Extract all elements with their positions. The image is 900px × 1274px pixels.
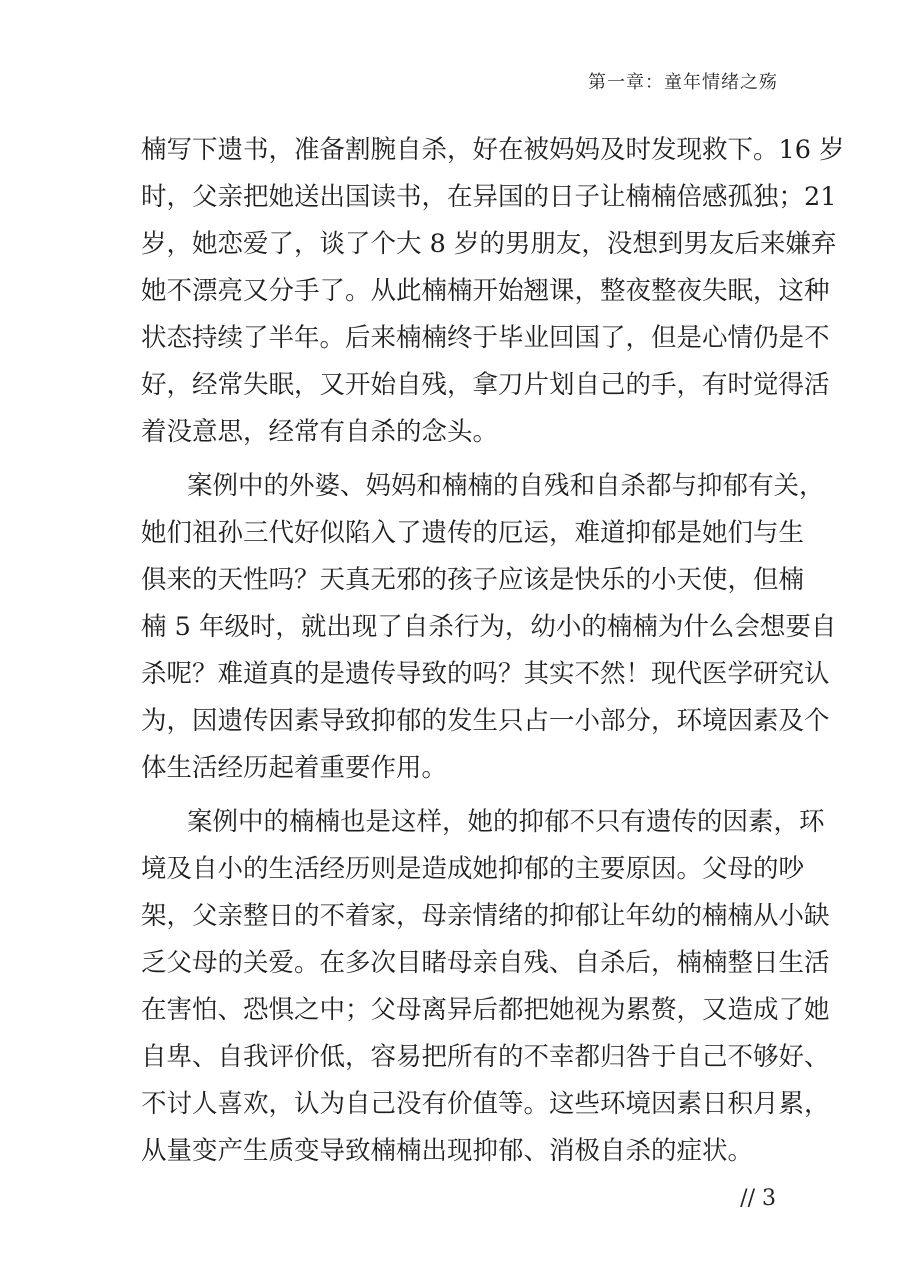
- text-line: 着没意思，经常有自杀的念头。: [141, 417, 499, 447]
- text-line: 楠写下遗书，准备割腕自杀，好在被妈妈及时发现救下。16 岁: [141, 135, 845, 165]
- text-line: 她不漂亮又分手了。从此楠楠开始翘课，整夜整夜失眠，这种: [141, 276, 830, 306]
- text-line: 架，父亲整日的不着家，母亲情绪的抑郁让年幼的楠楠从小缺: [141, 901, 830, 931]
- text-line: 好，经常失眠，又开始自残，拿刀片划自己的手，有时觉得活: [141, 370, 830, 400]
- text-line: 她们祖孙三代好似陷入了遗传的厄运，难道抑郁是她们与生: [141, 518, 805, 548]
- text-line: 自卑、自我评价低，容易把所有的不幸都归咎于自己不够好、: [141, 1042, 830, 1072]
- text-line: 为，因遗传因素导致抑郁的发生只占一小部分，环境因素及个: [141, 706, 830, 736]
- text-line: 俱来的天性吗？天真无邪的孩子应该是快乐的小天使，但楠: [141, 565, 805, 595]
- text-line: 岁，她恋爱了，谈了个大 8 岁的男朋友，没想到男友后来嫌弃: [141, 229, 837, 259]
- text-line: 杀呢？难道真的是遗传导致的吗？其实不然！现代医学研究认: [141, 659, 830, 689]
- text-line: 不讨人喜欢，认为自己没有价值等。这些环境因素日积月累，: [141, 1089, 830, 1119]
- text-line: 案例中的外婆、妈妈和楠楠的自残和自杀都与抑郁有关，: [187, 471, 825, 501]
- text-line: 在害怕、恐惧之中；父母离异后都把她视为累赘，又造成了她: [141, 995, 830, 1025]
- text-line: 状态持续了半年。后来楠楠终于毕业回国了，但是心情仍是不: [141, 323, 830, 353]
- text-line: 从量变产生质变导致楠楠出现抑郁、消极自杀的症状。: [141, 1136, 754, 1166]
- text-line: 时，父亲把她送出国读书，在异国的日子让楠楠倍感孤独；21: [141, 182, 837, 212]
- page-number: // 3: [740, 1186, 776, 1211]
- text-line: 境及自小的生活经历则是造成她抑郁的主要原因。父母的吵: [141, 854, 805, 884]
- text-line: 乏父母的关爱。在多次目睹母亲自残、自杀后，楠楠整日生活: [141, 948, 830, 978]
- text-line: 楠 5 年级时，就出现了自杀行为，幼小的楠楠为什么会想要自: [141, 612, 837, 642]
- text-line: 案例中的楠楠也是这样，她的抑郁不只有遗传的因素，环: [187, 807, 825, 837]
- text-line: 体生活经历起着重要作用。: [141, 753, 448, 783]
- chapter-header: 第一章：童年情绪之殇: [588, 72, 778, 93]
